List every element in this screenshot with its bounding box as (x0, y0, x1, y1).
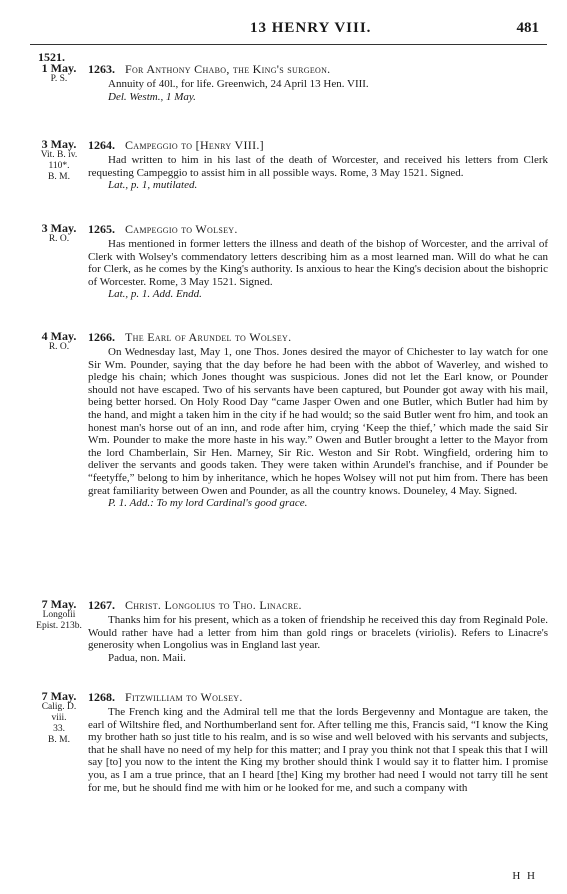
entry-note: Del. Westm., 1 May. (108, 90, 196, 103)
entry-content (88, 598, 548, 664)
entry-content (88, 330, 548, 510)
entry-source: B. M. (48, 735, 70, 745)
year-label: 1521. (38, 50, 65, 64)
entry-source: R. O. (48, 342, 70, 352)
entry-title: Christ. Longolius to Tho. Linacre. (125, 598, 302, 612)
entry-date: 4 May. (41, 329, 77, 343)
entry-date: 7 May. (41, 597, 77, 611)
entry-source: Vit. B. iv. (40, 150, 78, 160)
entry-body: The French king and the Admiral tell me that the lords Bergevenny and Montague are taken, the earl of Wiltshire fled, and Northumberland sent for. After telling me this, Francis said, “I know the King my brother hath so just title to his realm, and is so wise and well beloved with his servants and subjects, that he shall have no need of my help for this matter; and I pray you think not that I speak this that I will say [to] you now to the intent the King my brother should think I would say it to flatter him. I promise you, as I am a true prince, that an I heard [the] King my brother had need I would not tarry till he sent for me, but he should find me with him or he looked for me, and such a company with (88, 706, 548, 794)
entry-margin (34, 222, 84, 245)
entry-margin (34, 62, 84, 85)
entry-number: 1264. (88, 138, 115, 152)
entry-content (88, 62, 548, 103)
entry-date: 1 May. (41, 61, 77, 75)
entry-source: R. O. (48, 234, 70, 244)
entry-date: 3 May. (41, 137, 77, 151)
entry-content (88, 690, 548, 794)
entry-title: For Anthony Chabo, the King's surgeon. (125, 62, 331, 76)
entry-note: Lat., p. 1. Add. Endd. (108, 288, 202, 301)
entry-margin (34, 598, 84, 632)
header-rule (30, 44, 547, 45)
entry-note: Lat., p. 1, mutilated. (108, 179, 198, 192)
entry-number: 1268. (88, 690, 115, 704)
entry-source: 33. (53, 724, 65, 734)
entry-margin (34, 690, 84, 746)
entry-date: 7 May. (41, 689, 77, 703)
entry-content (88, 222, 548, 301)
entry-heading (88, 690, 548, 705)
entry-source: Longolii (42, 610, 76, 620)
entry-body: Had written to him in his last of the death of Worcester, and received his letters from Clerk requesting Campeggio to assist him in all possible ways. Rome, 3 May 1521. Signed. (88, 154, 548, 179)
entry-number: 1266. (88, 330, 115, 344)
entry-number: 1265. (88, 222, 115, 236)
entry-body: Thanks him for his present, which as a token of friendship he received this day from Reginald Pole. Would rather have had a letter from him than gold rings or bracelets (viriolis). Refers to Linacre's generosity when Longolius was in England last year. (88, 614, 548, 652)
entry-heading (88, 222, 548, 237)
entry-source: Calig. D. viii. (41, 702, 77, 723)
entry-body: On Wednesday last, May 1, one Thos. Jones desired the mayor of Chichester to lay watch for one Sir Wm. Pounder, saying that the day before he had been with the abbot of Waverley, and wished to pledge his chain; which Jones thought was suspicious. Jones did not let the Earl know, or Pounder should not have escaped. Two of his servants have been captured, but Pounder got away with his mail, being better horsed. On Holy Rood Day “came Jasper Owen and one Butler, which Butler had him by the hand, and might a taken him in the city if he had would; so the said Butler went fro him, and took an honest man's horse out of an inn, and rode after him, crying ‘Keep the thief,’ which made the said Sir Wm. Pounder to make the more haste in his way.” Owen and Butler brought a letter to the Mayor from the lord Chamberlain, Sir Hen. Marney, Sir Ric. Weston and Sir Robt. Wingfield, ordering him to deliver the servants and goods taken. They were taken within Arundel's franchise, and if Pounder be “feetyffe,” belong to him by inheritance, which he hopes Wolsey will not put him from. There has been great familiarity between Owen and Pounder, as all the country knows. Douneley, 4 May. Signed. (88, 346, 548, 497)
entry-source: B. M. (48, 172, 70, 182)
entry-margin (34, 330, 84, 353)
entry-number: 1263. (88, 62, 115, 76)
entry-title: Campeggio to Wolsey. (125, 222, 238, 236)
entry-heading (88, 138, 548, 153)
entry-title: Fitzwilliam to Wolsey. (125, 690, 243, 704)
entry-title: Campeggio to [Henry VIII.] (125, 138, 264, 152)
entry-content (88, 138, 548, 192)
entry-date: 3 May. (41, 221, 77, 235)
page-header (0, 18, 567, 44)
entry-body: Annuity of 40l., for life. Greenwich, 24 April 13 Hen. VIII. (108, 78, 369, 90)
entry-source: P. S. (50, 74, 68, 84)
entry-heading (88, 598, 548, 613)
running-title: 13 HENRY VIII. (250, 20, 372, 36)
entry-number: 1267. (88, 598, 115, 612)
entry-heading (88, 330, 548, 345)
entry-heading (88, 62, 548, 77)
entry-source: Epist. 213b. (36, 621, 82, 631)
entry-margin (34, 138, 84, 183)
page-number: 481 (516, 20, 539, 36)
signature-mark: H H (512, 870, 537, 882)
entry-note: Padua, non. Maii. (108, 651, 186, 664)
entry-body: Has mentioned in former letters the illness and death of the bishop of Worcester, and the arrival of Clerk with Wolsey's commendatory letters describing him as a most learned man. Will do what he can for Clerk, as he comes by the King's authority. Is anxious to hear the King's decision about the bishopric of Worcester. Rome, 3 May 1521. Signed. (88, 238, 548, 288)
entry-title: The Earl of Arundel to Wolsey. (125, 330, 292, 344)
entry-source: 110*. (48, 161, 70, 171)
entry-note: P. 1. Add.: To my lord Cardinal's good grace. (108, 497, 308, 510)
